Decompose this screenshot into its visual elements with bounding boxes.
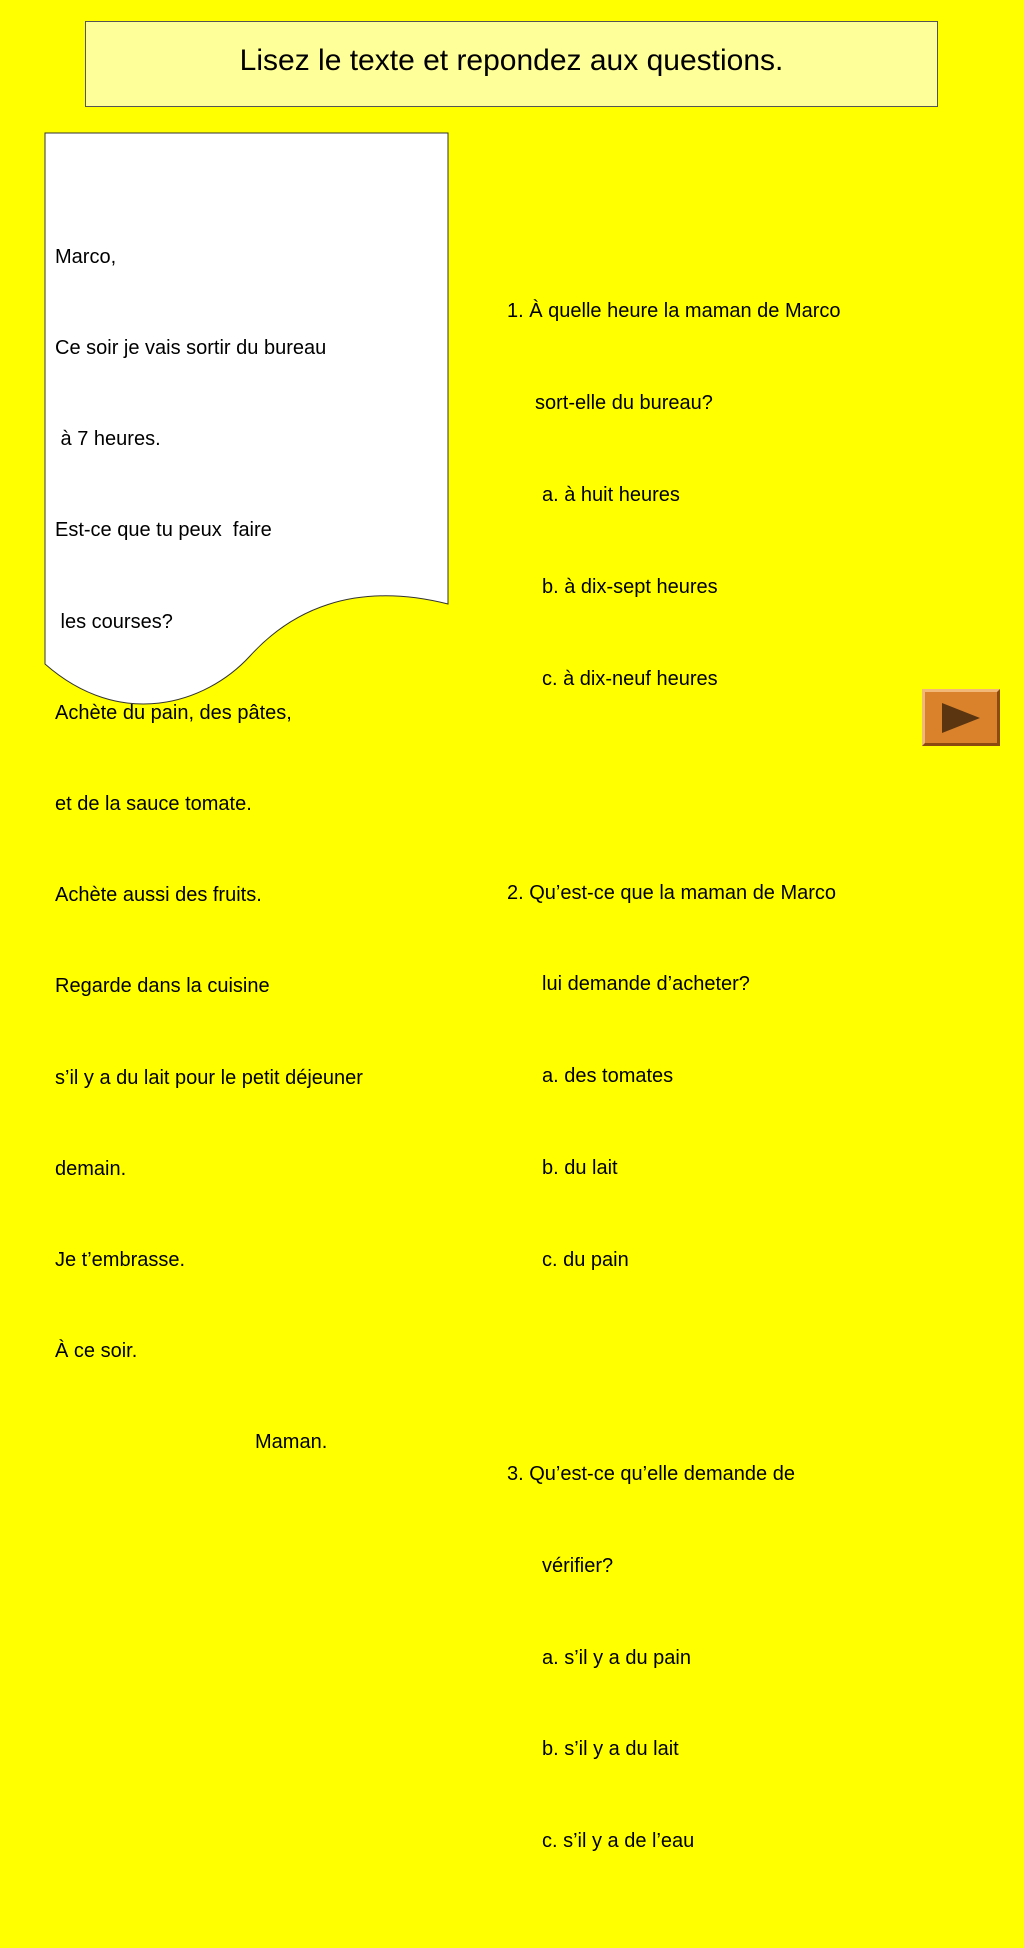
letter-line: les courses?: [55, 610, 173, 633]
question-text: [507, 878, 841, 909]
letter-line: Achète du pain, des pâtes,: [55, 701, 292, 724]
answer-option: a. s’il y a du pain: [542, 1646, 691, 1669]
question-text-line: Qu’est-ce que la maman de Marco: [529, 881, 837, 904]
question-1: [507, 235, 841, 755]
answer-option: a. des tomates: [542, 1065, 674, 1088]
letter-line: à 7 heures.: [55, 428, 161, 451]
answer-option: a. à huit heures: [542, 483, 680, 506]
question-text-line: lui demande d’acheter?: [542, 973, 750, 996]
question-3: [507, 1398, 841, 1918]
play-arrow-icon: [940, 701, 982, 735]
letter-line: Regarde dans la cuisine: [55, 975, 270, 998]
answer-option: c. s’il y a de l’eau: [542, 1830, 695, 1853]
question-text-line: sort-elle du bureau?: [535, 392, 713, 415]
letter-line: Est-ce que tu peux faire: [55, 519, 272, 542]
letter-line: Achète aussi des fruits.: [55, 884, 262, 907]
question-number: 1.: [507, 300, 524, 323]
answer-option: c. du pain: [542, 1248, 629, 1271]
answer-option: b. s’il y a du lait: [542, 1738, 679, 1761]
answer-option: b. à dix-sept heures: [542, 575, 718, 598]
question-number: 3.: [507, 1462, 524, 1485]
questions-list: [507, 174, 841, 1948]
letter-line: Marco,: [55, 245, 117, 268]
answer-option: b. du lait: [542, 1157, 618, 1179]
question-number: 2.: [507, 881, 524, 904]
question-text: [507, 1459, 841, 1490]
answer-option: c. à dix-neuf heures: [542, 667, 718, 690]
letter-line: Je t’embrasse.: [55, 1249, 186, 1272]
question-text-line: Qu’est-ce qu’elle demande de: [529, 1462, 795, 1485]
question-text-line: À quelle heure la maman de Marco: [529, 300, 841, 323]
letter-signature: Maman.: [255, 1431, 328, 1454]
letter-line: demain.: [55, 1157, 127, 1180]
letter-text: [55, 181, 363, 1488]
next-slide-button[interactable]: [922, 689, 1000, 746]
letter-line: et de la sauce tomate.: [55, 793, 252, 816]
question-text-line: vérifier?: [542, 1554, 614, 1577]
question-2: [507, 816, 841, 1336]
letter-line: Ce soir je vais sortir du bureau: [55, 337, 327, 360]
letter-line: À ce soir.: [55, 1340, 138, 1363]
page-title: Lisez le texte et repondez aux questions.: [239, 44, 784, 77]
letter-line: s’il y a du lait pour le petit déjeuner: [55, 1066, 363, 1089]
question-text: [507, 296, 841, 327]
